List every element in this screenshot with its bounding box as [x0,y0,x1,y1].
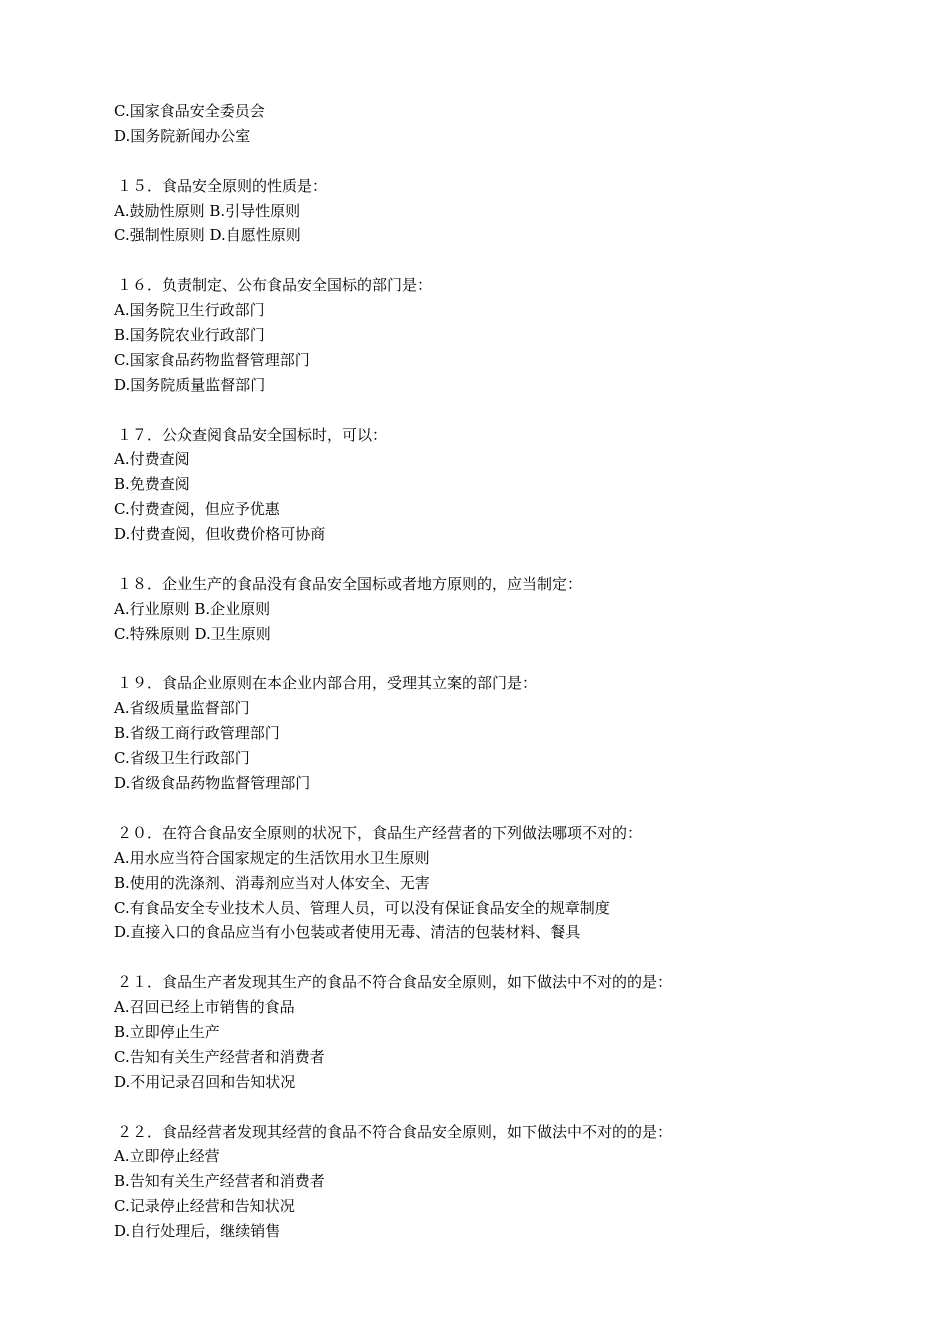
option-line: D.国务院新闻办公室 [114,126,251,145]
option-line: D.自行处理后，继续销售 [114,1222,281,1241]
option-line: B.告知有关生产经营者和消费者 [114,1172,325,1191]
option-line: D.直接入口的食品应当有小包装或者使用无毒、清洁的包装材料、餐具 [114,923,581,942]
question-title: ２０．在符合食品安全原则的状况下，食品生产经营者的下列做法哪项不对的： [117,823,643,842]
document-body [114,99,914,1244]
option-line: C.国家食品药物监督管理部门 [114,350,310,369]
option-line: A.召回已经上市销售的食品 [114,998,295,1017]
question-17 [114,423,914,547]
question-title: １９．食品企业原则在本企业内部合用，受理其立案的部门是： [117,674,538,693]
option-line: D.省级食品药物监督管理部门 [114,774,311,793]
option-line: C.国家食品安全委员会 [114,102,265,120]
question-title: １８．企业生产的食品没有食品安全国标或者地方原则的，应当制定： [117,574,583,593]
option-line: C.省级卫生行政部门 [114,749,250,768]
option-line: C.有食品安全专业技术人员、管理人员，可以没有保证食品安全的规章制度 [114,898,610,917]
question-15 [114,174,914,249]
question-18 [114,572,914,647]
question-16 [114,273,914,397]
question-title: ２１．食品生产者发现其生产的食品不符合食品安全原则，如下做法中不对的的是： [117,973,673,992]
option-line: B.立即停止生产 [114,1022,220,1041]
option-line: A.立即停止经营 [114,1147,220,1166]
option-line: D.付费查阅，但收费价格可协商 [114,525,326,544]
option-line: C.特殊原则 D.卫生原则 [114,624,271,643]
question-20 [114,821,914,945]
question-title: １７．公众查阅食品安全国标时，可以： [117,425,388,444]
option-line: D.不用记录召回和告知状况 [114,1072,296,1091]
option-line: B.国务院农业行政部门 [114,326,265,345]
option-line: A.省级质量监督部门 [114,699,250,718]
option-line: C.强制性原则 D.自愿性原则 [114,226,301,245]
question-19 [114,671,914,795]
option-line: B.使用的洗涤剂、消毒剂应当对人体安全、无害 [114,873,430,892]
option-line: B.免费查阅 [114,475,190,494]
option-line: A.行业原则 B.企业原则 [114,599,271,618]
option-line: D.国务院质量监督部门 [114,375,266,394]
option-line: C.付费查阅，但应予优惠 [114,500,280,519]
option-line: A.国务院卫生行政部门 [114,301,265,320]
option-line: B.省级工商行政管理部门 [114,724,280,743]
question-title: １５．食品安全原则的性质是： [117,176,328,195]
option-line: A.用水应当符合国家规定的生活饮用水卫生原则 [114,848,430,867]
question-title: ２２．食品经营者发现其经营的食品不符合食品安全原则，如下做法中不对的的是： [117,1122,673,1141]
option-line: A.付费查阅 [114,450,190,469]
option-line: A.鼓励性原则 B.引导性原则 [114,201,301,220]
option-line: C.记录停止经营和告知状况 [114,1197,295,1216]
question-title: １６．负责制定、公布食品安全国标的部门是： [117,276,433,295]
option-line: C.告知有关生产经营者和消费者 [114,1047,325,1066]
question-22 [114,1120,914,1244]
question-21 [114,970,914,1094]
